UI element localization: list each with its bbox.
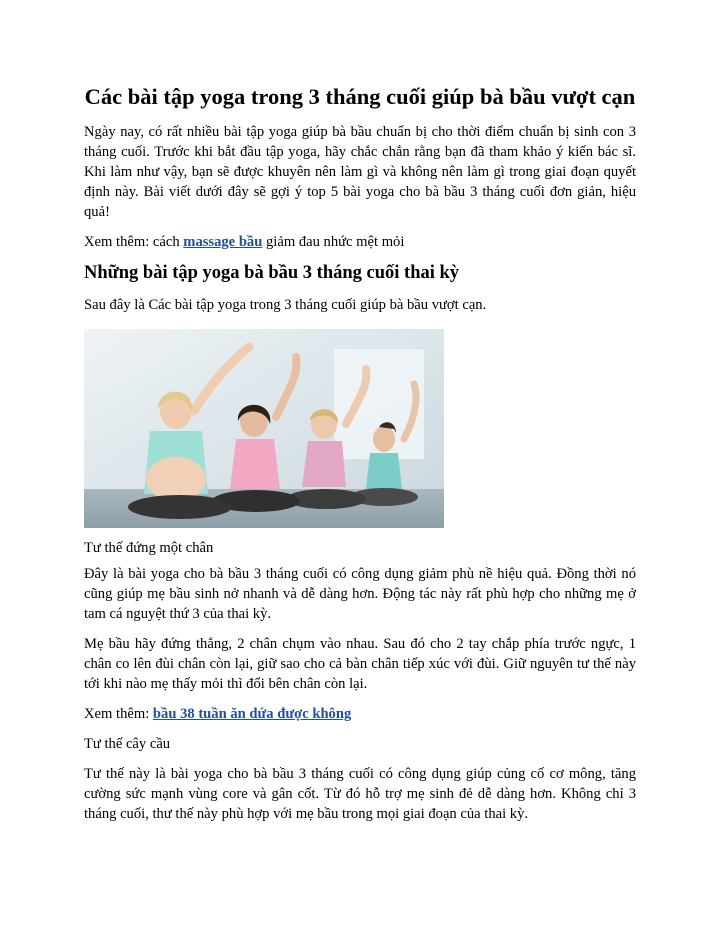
intro-paragraph: Ngày nay, có rất nhiều bài tập yoga giúp bà bầu chuẩn bị cho thời điểm chuẩn bị sinh con 3 tháng cuối. Trước khi bắt đầu tập yoga, hãy chắc chắn rằng bạn đã tham khảo ý kiến bác sĩ. Khi làm như vậy, bạn sẽ được khuyên nên làm gì và không nên làm gì trong giai đoạn quyết định này. Bài viết dưới đây sẽ gợi ý top 5 bài yoga cho bà bầu 3 tháng cuối đơn giản, hiệu quả! [84,124,636,220]
pose-1-paragraph-2: Mẹ bầu hãy đứng thẳng, 2 chân chụm vào nhau. Sau đó cho 2 tay chắp phía trước ngực, 1 chân co lên đùi chân còn lại, giữ sao cho cả bàn chân tiếp xúc với đùi. Giữ nguyên tư thế này tới khi nào mẹ thấy mỏi thì đổi bên chân còn lại. [84,636,636,692]
pose-1-title: Tư thế đứng một chân [84,540,214,556]
article-body [84,82,636,834]
pose-1-paragraph-1: Đây là bài yoga cho bà bầu 3 tháng cuối có công dụng giảm phù nề hiệu quả. Đồng thời nó cũng giúp mẹ bầu sinh nở nhanh và dễ dàng hơn. Động tác này rất phù hợp cho những mẹ ở tam cá nguyệt thứ 3 của thai kỳ. [84,566,636,622]
section-intro: Sau đây là Các bài tập yoga trong 3 tháng cuối giúp bà bầu vượt cạn. [84,297,487,313]
massage-bau-link[interactable]: massage bầu [183,234,263,250]
section-heading: Những bài tập yoga bà bầu 3 tháng cuối thai kỳ [84,263,460,283]
yoga-class-photo [84,329,444,528]
see-also-massage [84,232,636,252]
yoga-illustration [84,329,444,528]
see-also-prefix: Xem thêm: cách [84,234,184,250]
article-title: Các bài tập yoga trong 3 tháng cuối giúp bà bầu vượt cạn [84,84,636,109]
pose-2-paragraph-1: Tư thế này là bài yoga cho bà bầu 3 tháng cuối có công dụng giúp củng cố cơ mông, tăng cường sức mạnh vùng core và gân cốt. Từ đó hỗ trợ mẹ sinh đẻ dễ dàng hơn. Không chỉ 3 tháng cuối, thư thế này phù hợp với mẹ bầu trong mọi giai đoạn của thai kỳ. [84,766,636,822]
pineapple-38-weeks-link[interactable]: bầu 38 tuần ăn dứa được không [152,706,352,722]
pose-2-title: Tư thế cây cầu [84,736,171,752]
see-also-suffix: giảm đau nhức mệt mỏi [262,234,405,250]
see-also-prefix: Xem thêm: [84,706,153,722]
see-also-pineapple [84,704,636,724]
